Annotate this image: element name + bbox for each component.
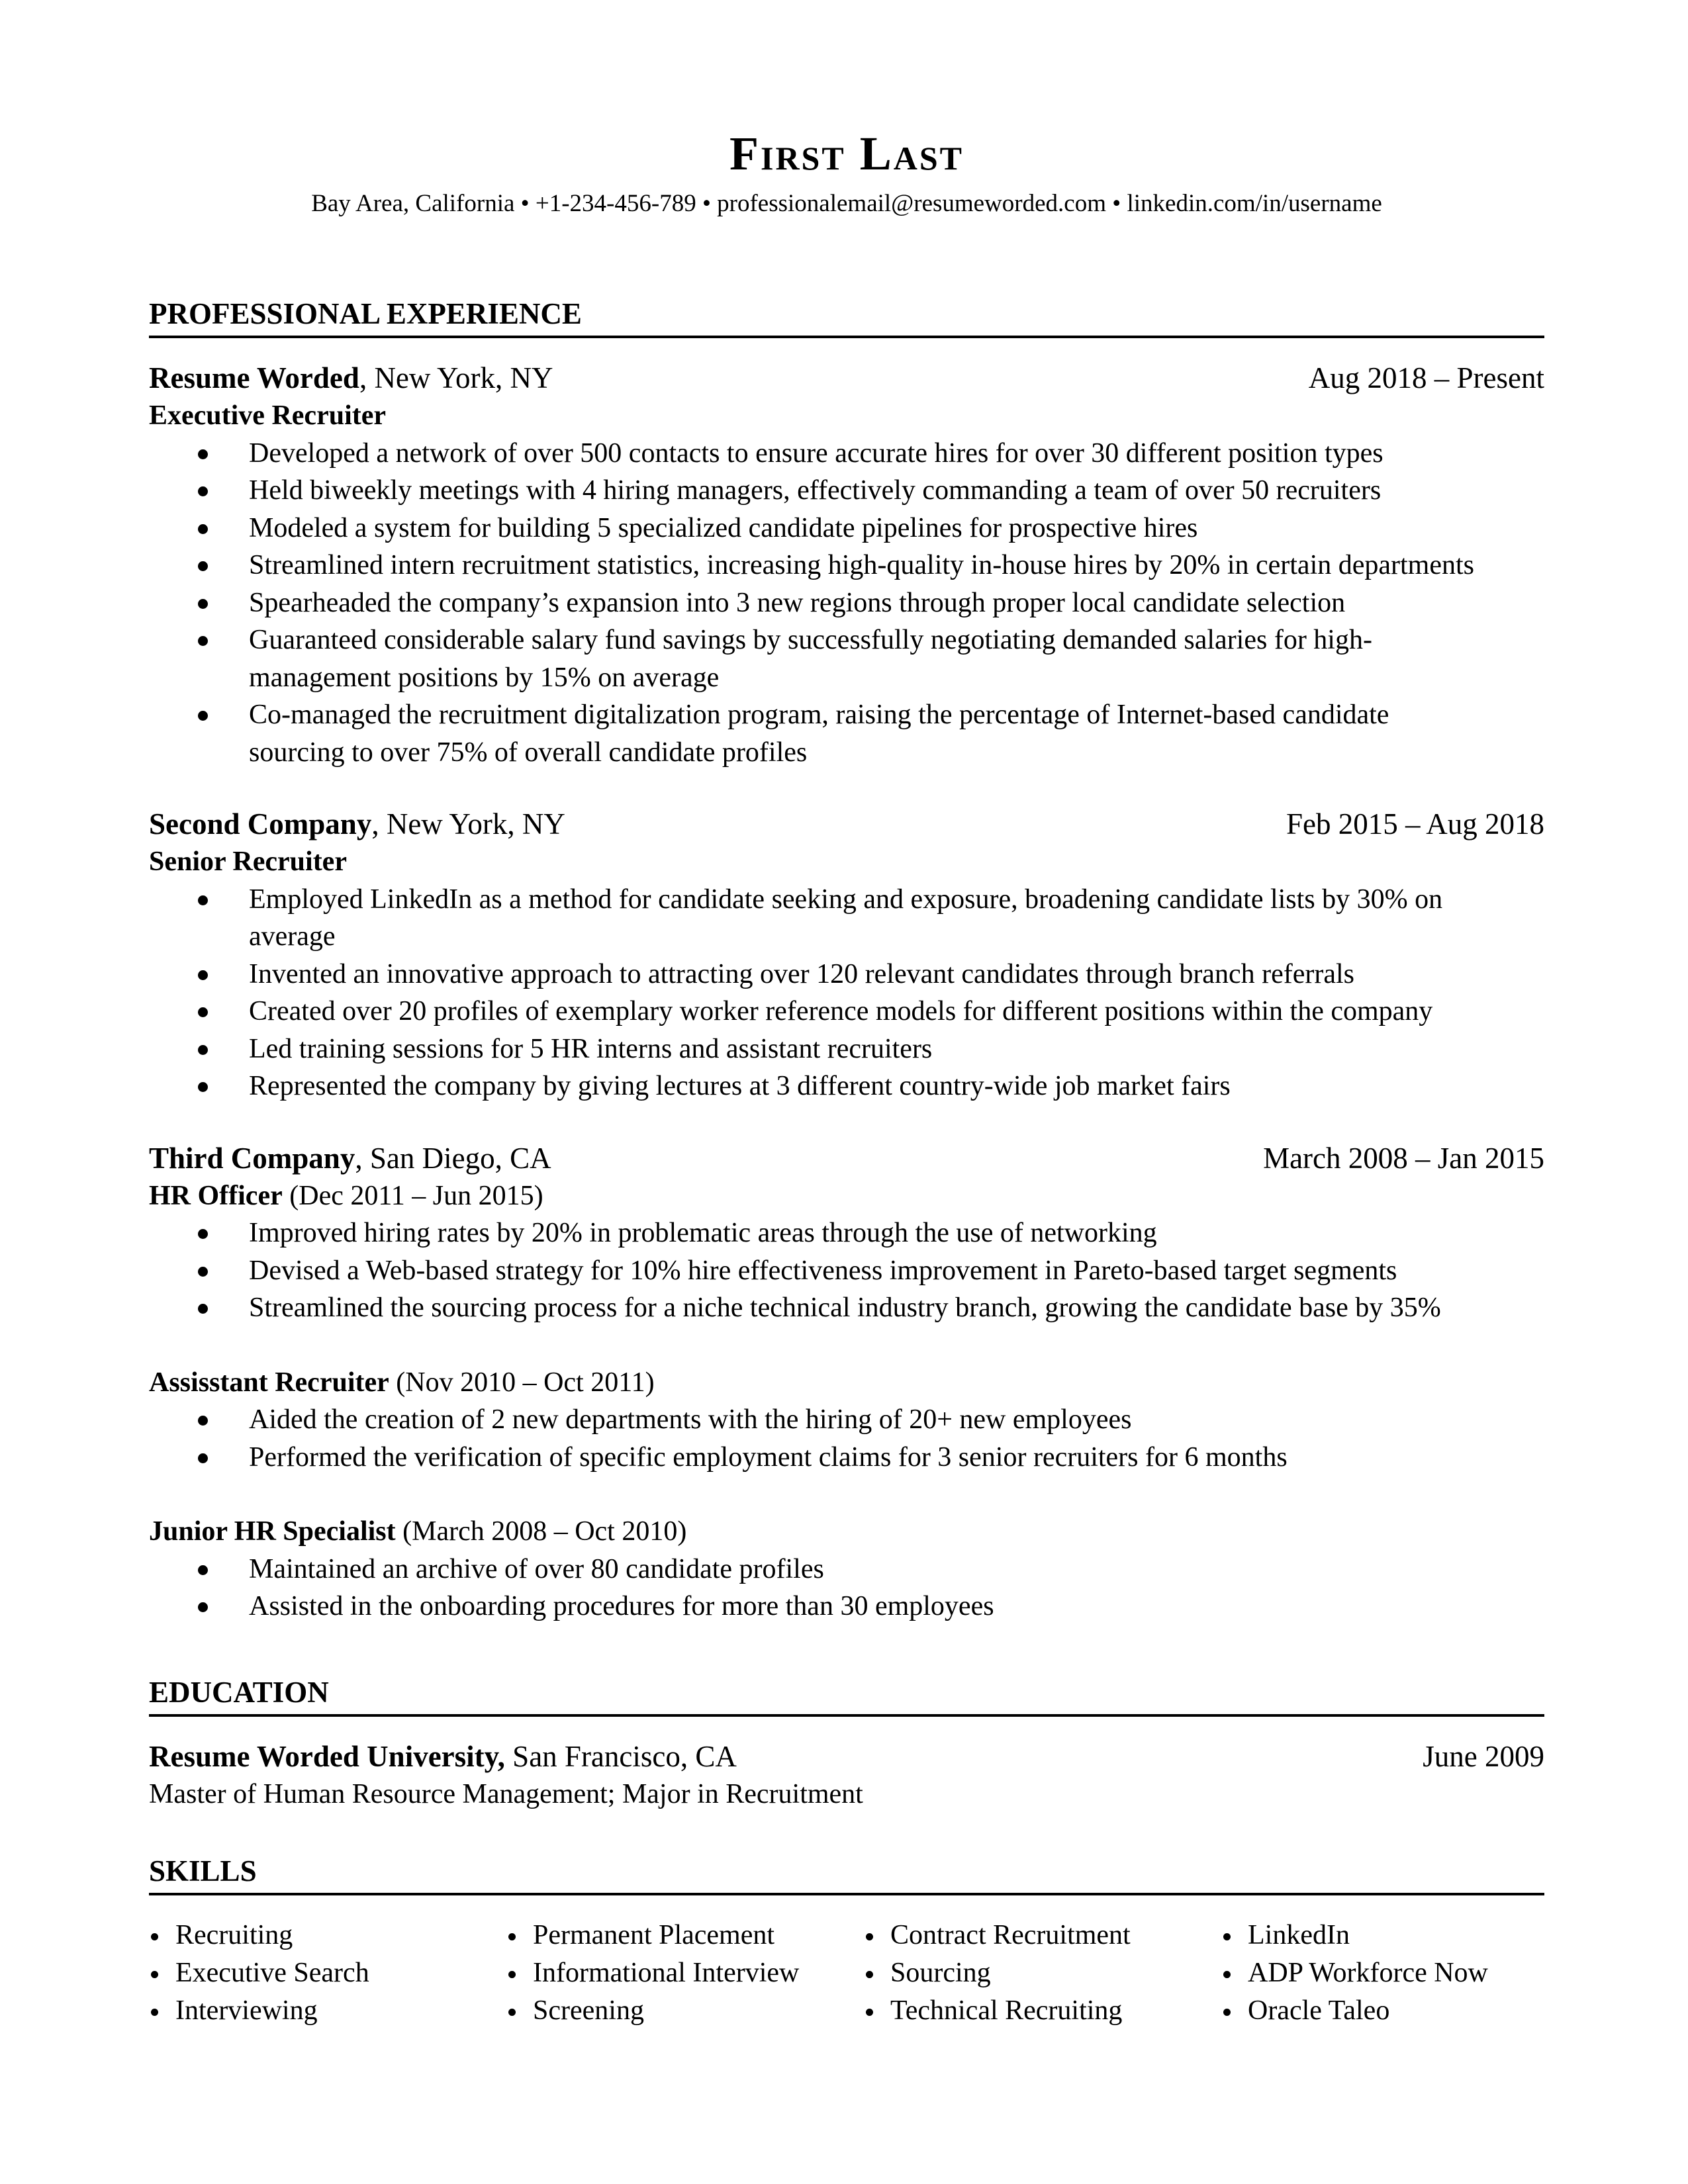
bullet-icon <box>198 1565 208 1575</box>
experience-heading: PROFESSIONAL EXPERIENCE <box>149 299 1544 338</box>
bullet-icon <box>198 1267 208 1277</box>
bullet-icon <box>151 2009 158 2016</box>
bullet-icon <box>508 1933 516 1940</box>
bullet-icon <box>866 2009 873 2016</box>
list-item: Guaranteed considerable salary fund savings by successfully negotiating demanded salaries for high-management positions by 15% on average <box>149 621 1544 696</box>
company-name: Second Company <box>149 807 372 841</box>
list-item: Co-managed the recruitment digitalization program, raising the percentage of Internet-based candidate sourcing to over 75% of overall candidate profiles <box>149 696 1544 771</box>
list-item: Streamlined intern recruitment statistics, increasing high-quality in-house hires by 20% in certain departments <box>149 547 1544 584</box>
bullet-icon <box>198 636 208 646</box>
skill-item: Contract Recruitment <box>864 1917 1131 1954</box>
job-role: Senior Recruiter <box>149 846 347 877</box>
candidate-name: First Last <box>729 127 964 180</box>
list-item: Held biweekly meetings with 4 hiring managers, effectively commanding a team of over 50 recruiters <box>149 472 1544 510</box>
job-role: Assisstant Recruiter (Nov 2010 – Oct 2011) <box>149 1367 655 1398</box>
list-item: Invented an innovative approach to attracting over 120 relevant candidates through branch referrals <box>149 956 1544 993</box>
skill-item: LinkedIn <box>1221 1917 1488 1954</box>
education-section <box>149 1678 1544 1813</box>
education-heading: EDUCATION <box>149 1678 1544 1717</box>
skill-item: Permanent Placement <box>506 1917 799 1954</box>
contact-line: Bay Area, California • +1-234-456-789 • professionalemail@resumeworded.com • linkedin.com/in/username <box>311 190 1382 217</box>
list-item: Developed a network of over 500 contacts to ensure accurate hires for over 30 different position types <box>149 435 1544 473</box>
list-item: Created over 20 profiles of exemplary worker reference models for different positions within the company <box>149 993 1544 1030</box>
bullet-icon <box>198 711 208 721</box>
list-item: Devised a Web-based strategy for 10% hire effectiveness improvement in Pareto-based target segments <box>149 1252 1544 1290</box>
skill-item: Technical Recruiting <box>864 1992 1131 2030</box>
bullet-icon <box>198 524 208 534</box>
list-item: Performed the verification of specific employment claims for 3 senior recruiters for 6 months <box>149 1439 1544 1477</box>
bullet-icon <box>1223 1933 1231 1940</box>
list-item: Aided the creation of 2 new departments with the hiring of 20+ new employees <box>149 1401 1544 1439</box>
bullet-icon <box>198 1082 208 1092</box>
list-item: Spearheaded the company’s expansion into 3 new regions through proper local candidate selection <box>149 584 1544 622</box>
bullet-icon <box>198 1304 208 1314</box>
skills-heading: SKILLS <box>149 1856 1544 1895</box>
skill-item: Recruiting <box>149 1917 369 1954</box>
skills-column <box>149 1917 369 2030</box>
job-dates: March 2008 – Jan 2015 <box>1263 1141 1544 1175</box>
job-header <box>149 1140 1544 1177</box>
skills-grid <box>149 1917 1544 2036</box>
bullet-icon <box>198 1453 208 1463</box>
school-location: San Francisco, CA <box>504 1740 737 1773</box>
job-role: Junior HR Specialist (March 2008 – Oct 2010) <box>149 1516 687 1547</box>
bullet-icon <box>151 1933 158 1940</box>
job-bullets <box>149 1401 1544 1476</box>
bullet-icon <box>198 561 208 571</box>
list-item: Streamlined the sourcing process for a niche technical industry branch, growing the candidate base by 35% <box>149 1289 1544 1327</box>
skill-item: Executive Search <box>149 1954 369 1992</box>
company-location: , New York, NY <box>371 807 565 841</box>
company-location: , San Diego, CA <box>355 1141 551 1175</box>
job-header <box>149 805 1544 843</box>
list-item: Led training sessions for 5 HR interns and assistant recruiters <box>149 1030 1544 1068</box>
skill-item: Interviewing <box>149 1992 369 2030</box>
skill-item: Informational Interview <box>506 1954 799 1992</box>
list-item: Maintained an archive of over 80 candidate profiles <box>149 1551 1544 1588</box>
job-third-company <box>149 1140 1544 1625</box>
list-item: Modeled a system for building 5 specialized candidate pipelines for prospective hires <box>149 510 1544 547</box>
bullet-icon <box>866 1971 873 1978</box>
bullet-icon <box>198 1602 208 1612</box>
bullet-icon <box>198 486 208 496</box>
list-item: Represented the company by giving lectures at 3 different country-wide job market fairs <box>149 1068 1544 1105</box>
bullet-icon <box>198 970 208 980</box>
experience-section <box>149 299 1544 1625</box>
company-location: , New York, NY <box>359 361 553 394</box>
skill-item: Screening <box>506 1992 799 2030</box>
bullet-icon <box>198 449 208 459</box>
job-header <box>149 359 1544 397</box>
job-dates: Aug 2018 – Present <box>1308 361 1544 394</box>
company-name: Third Company <box>149 1141 355 1175</box>
skill-item: ADP Workforce Now <box>1221 1954 1488 1992</box>
skills-section <box>149 1856 1544 2036</box>
bullet-icon <box>508 2009 516 2016</box>
job-bullets <box>149 1214 1544 1327</box>
resume-page <box>149 0 1544 2184</box>
job-bullets <box>149 881 1544 1105</box>
job-dates: Feb 2015 – Aug 2018 <box>1286 807 1544 841</box>
list-item: Employed LinkedIn as a method for candidate seeking and exposure, broadening candidate lists by 30% on average <box>149 881 1544 956</box>
job-second-company <box>149 805 1544 1105</box>
job-bullets <box>149 435 1544 772</box>
bullet-icon <box>198 895 208 905</box>
skills-column <box>506 1917 799 2030</box>
skills-column <box>1221 1917 1488 2030</box>
job-resume-worded <box>149 359 1544 771</box>
bullet-icon <box>198 1416 208 1426</box>
bullet-icon <box>508 1971 516 1978</box>
bullet-icon <box>151 1971 158 1978</box>
education-header <box>149 1738 1544 1776</box>
company-name: Resume Worded <box>149 361 359 394</box>
skill-item: Oracle Taleo <box>1221 1992 1488 2030</box>
bullet-icon <box>1223 2009 1231 2016</box>
bullet-icon <box>198 599 208 609</box>
degree: Master of Human Resource Management; Major in Recruitment <box>149 1779 863 1809</box>
list-item: Assisted in the onboarding procedures for more than 30 employees <box>149 1588 1544 1625</box>
bullet-icon <box>198 1007 208 1017</box>
job-role: Executive Recruiter <box>149 400 387 431</box>
bullet-icon <box>1223 1971 1231 1978</box>
bullet-icon <box>198 1229 208 1239</box>
graduation-date: June 2009 <box>1423 1740 1544 1773</box>
bullet-icon <box>866 1933 873 1940</box>
school-name: Resume Worded University, <box>149 1740 505 1773</box>
job-bullets <box>149 1551 1544 1625</box>
job-role: HR Officer (Dec 2011 – Jun 2015) <box>149 1180 543 1211</box>
skill-item: Sourcing <box>864 1954 1131 1992</box>
list-item: Improved hiring rates by 20% in problematic areas through the use of networking <box>149 1214 1544 1252</box>
bullet-icon <box>198 1045 208 1055</box>
skills-column <box>864 1917 1131 2030</box>
